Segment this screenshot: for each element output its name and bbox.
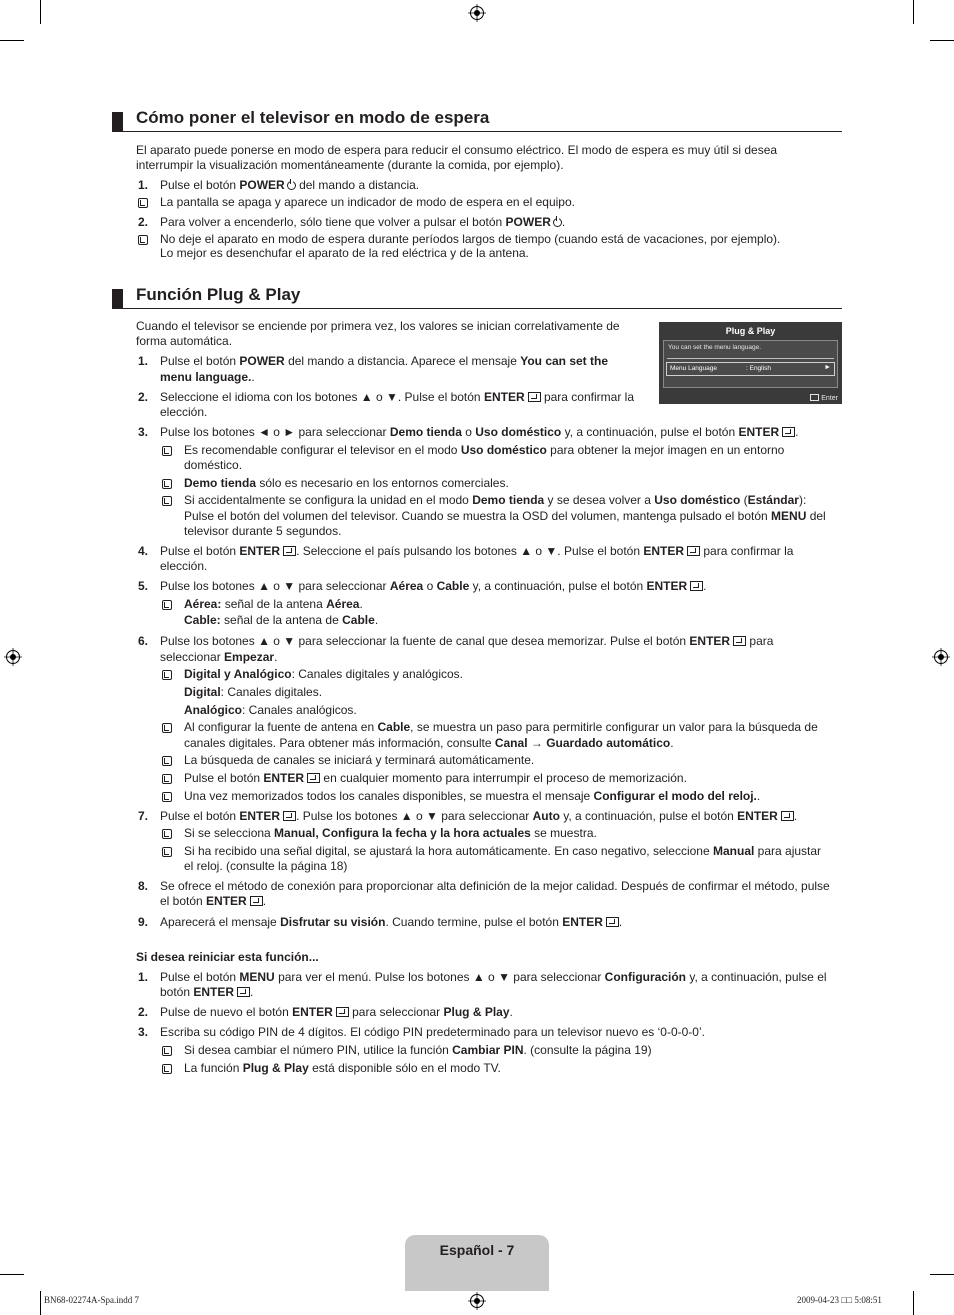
enter-key-icon: [733, 636, 746, 646]
note-text: Digital y Analógico: Canales digitales y analógicos.: [184, 667, 464, 681]
registration-mark-icon: [4, 648, 22, 666]
step-number: 7.: [138, 809, 149, 823]
step-number: 2.: [138, 215, 149, 229]
step-number: 1.: [138, 354, 149, 368]
step-number: 5.: [138, 579, 149, 593]
page-number-tab: [405, 1235, 549, 1291]
page-label: Español - 7: [439, 1242, 515, 1258]
step-number: 3.: [138, 425, 149, 439]
enter-key-icon: [336, 1007, 349, 1017]
step-text: Pulse el botón MENU para ver el menú. Pulse los botones ▲ o ▼ para seleccionar Configuración y, a continuación, pulse el: [160, 970, 827, 984]
slug-file: BN68-02274A-Spa.indd 7: [44, 1295, 139, 1305]
step-text: Aparecerá el mensaje Disfrutar su visión. Cuando termine, pulse el botón ENTER .: [160, 915, 623, 929]
crop-mark: [913, 1291, 914, 1315]
step-text: Escriba su código PIN de 4 dígitos. El código PIN predeterminado para un televisor nuevo es ‘0-0-0-0’.: [160, 1025, 705, 1039]
step-number: 8.: [138, 879, 149, 893]
crop-mark: [0, 1274, 24, 1275]
section-heading-plug-play: [112, 285, 842, 309]
step-text: menu language..: [160, 370, 255, 384]
heading-bar: [112, 289, 123, 308]
heading-bar: [112, 112, 123, 131]
enter-key-icon: [690, 581, 703, 591]
power-icon: [553, 218, 562, 227]
step-text: Pulse de nuevo el botón ENTER para seleccionar Plug & Play.: [160, 1005, 513, 1019]
step-text: seleccionar Empezar.: [160, 650, 278, 664]
note-icon: [162, 723, 172, 733]
step-text: Pulse los botones ▲ o ▼ para seleccionar la fuente de canal que desea memorizar. Pulse el botón ENTER para: [160, 634, 774, 648]
enter-key-icon: [687, 546, 700, 556]
step-number: 1.: [138, 970, 149, 984]
step-text: el botón ENTER .: [160, 894, 267, 908]
osd-menu-language-row: [666, 362, 835, 376]
registration-mark-icon: [468, 1292, 486, 1310]
osd-row-value: : English: [746, 365, 771, 372]
note-icon: [162, 756, 172, 766]
note-icon: [162, 774, 172, 784]
subsection-heading: Si desea reiniciar esta función...: [136, 950, 319, 964]
note-text: Lo mejor es desenchufar el aparato de la red eléctrica y de la antena.: [160, 246, 529, 260]
enter-key-icon: [307, 773, 320, 783]
arrow-right-icon: ►: [824, 364, 831, 371]
enter-key-icon: [283, 546, 296, 556]
note-text: Es recomendable configurar el televisor en el modo Uso doméstico para obtener la mejor imagen en un entorno: [184, 443, 785, 457]
crop-mark: [930, 1274, 954, 1275]
note-icon: [162, 847, 172, 857]
crop-mark: [0, 40, 24, 41]
note-text: Cable: señal de la antena de Cable.: [184, 613, 379, 627]
enter-key-icon: [283, 811, 296, 821]
note-text: Pulse el botón ENTER en cualquier momento para interrumpir el proceso de memorización.: [184, 771, 687, 785]
step-text: Pulse el botón ENTER . Seleccione el país pulsando los botones ▲ o ▼. Pulse el botón ENTER para confirmar la: [160, 544, 794, 558]
crop-mark: [40, 1291, 41, 1315]
note-icon: [162, 792, 172, 802]
osd-message: You can set the menu language.: [668, 344, 761, 351]
note-text: el reloj. (consulte la página 18): [184, 859, 348, 873]
note-icon: [138, 235, 148, 245]
note-text: La búsqueda de canales se iniciará y terminará automáticamente.: [184, 753, 535, 767]
step-number: 2.: [138, 1005, 149, 1019]
step-text: Pulse el botón POWER del mando a distancia.: [160, 178, 420, 192]
power-icon: [287, 181, 296, 190]
enter-key-icon: [528, 392, 541, 402]
note-icon: [162, 829, 172, 839]
note-text: Demo tienda sólo es necesario en los entornos comerciales.: [184, 476, 509, 490]
enter-key-icon: [237, 987, 250, 997]
note-icon: [162, 670, 172, 680]
crop-mark: [930, 40, 954, 41]
note-text: Al configurar la fuente de antena en Cable, se muestra un paso para permitirle configurar un valor para la búsqueda de: [184, 720, 818, 734]
intro-line: El aparato puede ponerse en modo de espera para reducir el consumo eléctrico. El modo de espera es muy útil si desea: [136, 143, 778, 157]
registration-mark-icon: [932, 648, 950, 666]
note-icon: [162, 600, 172, 610]
note-text: Si desea cambiar el número PIN, utilice la función Cambiar PIN. (consulte la página 19): [184, 1043, 652, 1057]
intro-line: interrumpir la visualización momentáneamente (durante la comida, por ejemplo).: [136, 158, 564, 172]
osd-enter-hint: Enter: [810, 394, 838, 402]
enter-key-icon: [810, 394, 819, 401]
step-text: Para volver a encenderlo, sólo tiene que volver a pulsar el botón POWER .: [160, 215, 566, 229]
enter-key-icon: [781, 811, 794, 821]
note-text: televisor durante 5 segundos.: [184, 524, 342, 538]
step-text: Pulse los botones ▲ o ▼ para seleccionar Aérea o Cable y, a continuación, pulse el botón ENTER .: [160, 579, 707, 593]
osd-divider: [667, 358, 834, 359]
step-number: 9.: [138, 915, 149, 929]
note-text: Si accidentalmente se configura la unidad en el modo Demo tienda y se desea volver a Uso doméstico (Estándar):: [184, 493, 807, 507]
osd-plug-play-screen: [659, 322, 842, 404]
osd-panel: [663, 340, 838, 388]
note-text: canales digitales. Para obtener más información, consulte Canal → Guardado automático.: [184, 736, 674, 750]
note-icon: [162, 446, 172, 456]
note-text: La pantalla se apaga y aparece un indicador de modo de espera en el equipo.: [160, 195, 575, 209]
note-text: Pulse el botón del volumen del televisor. Cuando se muestra la OSD del volumen, mantenga pulsado el botón MENU del: [184, 509, 826, 523]
intro-line: forma automática.: [136, 334, 233, 348]
registration-mark-icon: [468, 4, 486, 22]
note-text: No deje el aparato en modo de espera durante períodos largos de tiempo (cuando está de vacaciones, por ejemplo).: [160, 232, 781, 246]
step-number: 6.: [138, 634, 149, 648]
enter-key-icon: [606, 917, 619, 927]
section-heading-standby: [112, 108, 842, 132]
crop-mark: [913, 0, 914, 24]
note-icon: [162, 479, 172, 489]
intro-line: Cuando el televisor se enciende por primera vez, los valores se inician correlativamente de: [136, 319, 620, 333]
osd-title: Plug & Play: [725, 326, 776, 336]
note-icon: [162, 1064, 172, 1074]
step-text: Seleccione el idioma con los botones ▲ o ▼. Pulse el botón ENTER para confirmar la: [160, 390, 634, 404]
note-icon: [138, 198, 148, 208]
note-text: Digital: Canales digitales.: [184, 685, 323, 699]
note-text: Si ha recibido una señal digital, se ajustará la hora automáticamente. En caso negativo, seleccione Manual para ajustar: [184, 844, 822, 858]
step-text: Pulse los botones ◄ o ► para seleccionar Demo tienda o Uso doméstico y, a continuación, pulse el botón ENTER .: [160, 425, 799, 439]
enter-key-icon: [782, 427, 795, 437]
note-text: Una vez memorizados todos los canales disponibles, se muestra el mensaje Configurar el modo del reloj..: [184, 789, 761, 803]
step-text: Pulse el botón POWER del mando a distancia. Aparece el mensaje You can set the: [160, 354, 609, 368]
note-text: Aérea: señal de la antena Aérea.: [184, 597, 363, 611]
step-text: elección.: [160, 405, 208, 419]
enter-key-icon: [250, 896, 263, 906]
slug-date: 2009-04-23 □□ 5:08:51: [797, 1295, 882, 1305]
note-text: Si se selecciona Manual, Configura la fecha y la hora actuales se muestra.: [184, 826, 597, 840]
step-text: Pulse el botón ENTER . Pulse los botones ▲ o ▼ para seleccionar Auto y, a continuación, pulse el botón ENTER .: [160, 809, 798, 823]
step-number: 1.: [138, 178, 149, 192]
note-text: La función Plug & Play está disponible sólo en el modo TV.: [184, 1061, 501, 1075]
step-text: elección.: [160, 559, 208, 573]
section-title: Función Plug & Play: [136, 285, 301, 304]
crop-mark: [40, 0, 41, 24]
note-text: Analógico: Canales analógicos.: [184, 703, 357, 717]
osd-row-label: Menu Language: [670, 365, 717, 372]
step-number: 3.: [138, 1025, 149, 1039]
step-text: Se ofrece el método de conexión para proporcionar alta definición de la mejor calidad. Después de confirmar el método, pulse: [160, 879, 830, 893]
note-icon: [162, 496, 172, 506]
note-text: doméstico.: [184, 458, 243, 472]
step-number: 4.: [138, 544, 149, 558]
step-number: 2.: [138, 390, 149, 404]
note-icon: [162, 1046, 172, 1056]
step-text: botón ENTER .: [160, 985, 254, 999]
section-title: Cómo poner el televisor en modo de espera: [136, 108, 490, 127]
